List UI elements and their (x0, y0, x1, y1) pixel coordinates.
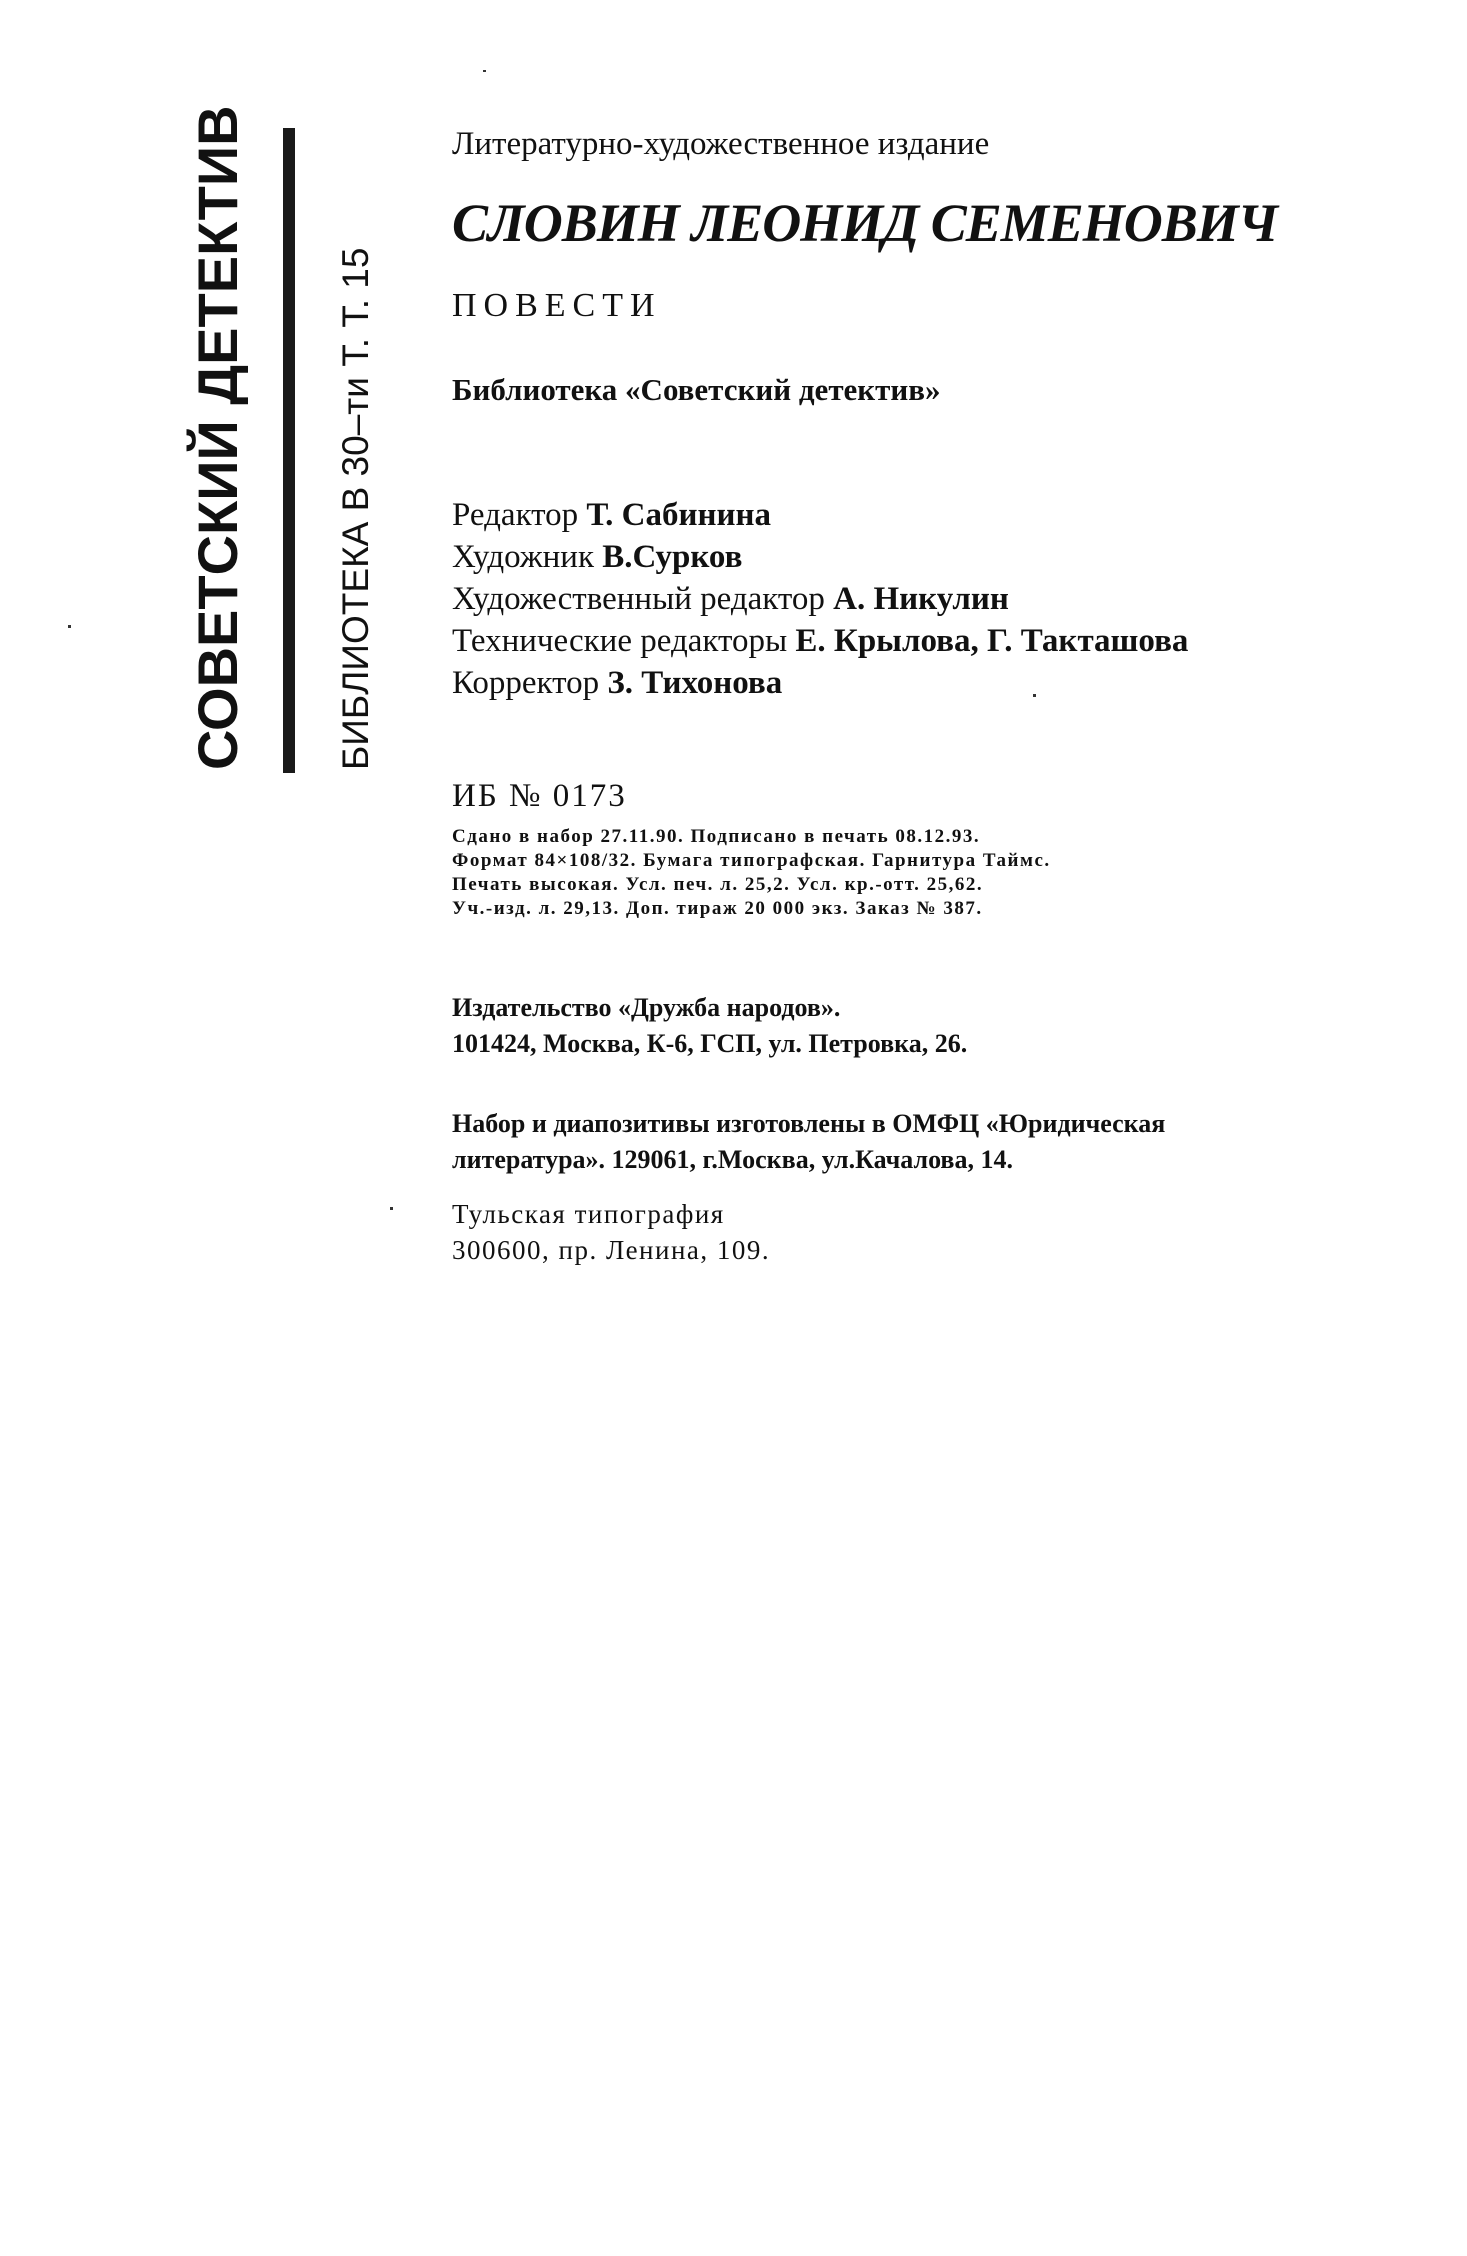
credit-role: Редактор (452, 497, 579, 533)
edition-type: Литературно-художественное издание (452, 126, 990, 162)
printer-name: Тульская типография (452, 1199, 725, 1229)
typesetting-line: Набор и диапозитивы изготовлены в ОМФЦ «Юридическая (452, 1109, 1166, 1138)
printer-address: 300600, пр. Ленина, 109. (452, 1235, 771, 1265)
tech-line: Формат 84×108/32. Бумага типографская. Гарнитура Таймс. (452, 850, 1051, 871)
credit-person: Е. Крылова, Г. Такташова (795, 623, 1189, 659)
scan-speck (483, 70, 486, 72)
credit-proofreader (452, 662, 1307, 704)
credit-role: Художник (452, 539, 594, 575)
genre-label: ПОВЕСТИ (452, 287, 662, 324)
scan-speck (1033, 694, 1036, 697)
publisher-name: Издательство «Дружба народов». (452, 993, 841, 1022)
tech-line: Уч.-изд. л. 29,13. Доп. тираж 20 000 экз. Заказ № 387. (452, 898, 983, 919)
printer-info (452, 1196, 1307, 1268)
spine-series-title: СОВЕТСКИЙ ДЕТЕКТИВ (186, 105, 249, 770)
technical-details (452, 825, 1307, 921)
publisher-address: 101424, Москва, К-6, ГСП, ул. Петровка, 26. (452, 1029, 968, 1058)
spine-library-info: БИБЛИОТЕКА В 30–ти Т. Т. 15 (335, 247, 376, 770)
credit-person: В.Сурков (602, 539, 743, 575)
credit-role: Технические редакторы (452, 623, 788, 659)
series-name: Библиотека «Советский детектив» (452, 372, 941, 407)
author-name: СЛОВИН ЛЕОНИД СЕМЕНОВИЧ (452, 193, 1278, 253)
typesetting-line: литература». 129061, г.Москва, ул.Качалова, 14. (452, 1145, 1013, 1174)
tech-line: Печать высокая. Усл. печ. л. 25,2. Усл. кр.-отт. 25,62. (452, 874, 984, 895)
credit-person: Т. Сабинина (586, 497, 771, 533)
credits-list (452, 494, 1307, 704)
credit-artist (452, 536, 1307, 578)
credit-person: А. Никулин (833, 581, 1009, 617)
tech-line: Сдано в набор 27.11.90. Подписано в печать 08.12.93. (452, 826, 981, 847)
credit-editor (452, 494, 1307, 536)
credit-person: З. Тихонова (607, 665, 783, 701)
publisher-info (452, 990, 1307, 1062)
scan-speck (390, 1207, 393, 1210)
credit-role: Корректор (452, 665, 600, 701)
credit-art-editor (452, 578, 1307, 620)
spine-divider-bar (283, 128, 295, 773)
credit-tech-editors (452, 620, 1307, 662)
ib-number: ИБ № 0173 (452, 778, 627, 814)
scan-speck (68, 625, 71, 628)
credit-role: Художественный редактор (452, 581, 825, 617)
typesetting-info (452, 1106, 1307, 1178)
